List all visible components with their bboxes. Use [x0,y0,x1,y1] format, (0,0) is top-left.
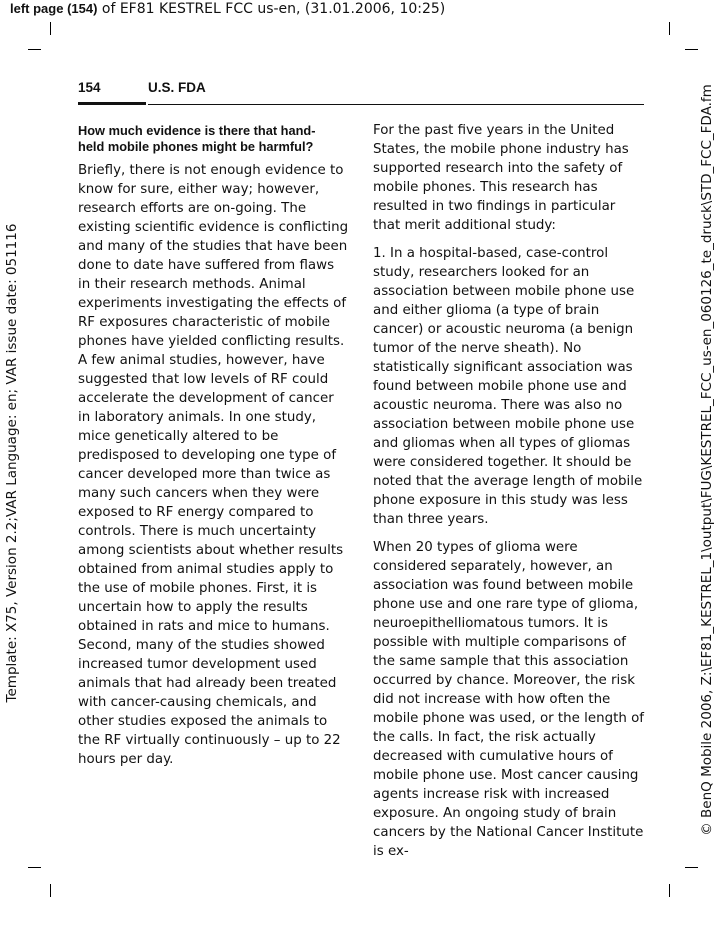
paragraph: Briefly, there is not enough evidence to know for sure, either way; however, research efforts are on-going. The existing scientific evidence is conflicting and many of the studies that have been done to date have suffered from flaws in their research methods. Animal experiments investigating the effects of RF exposures characteristic of mobile phones have yielded conflicting results. A few animal studies, however, have suggested that low levels of RF could accelerate the development of cancer in laboratory animals. In one study, mice genetically altered to be predisposed to developing one type of cancer developed more than twice as many such cancers when they were exposed to RF energy compared to controls. There is much uncertainty among scientists about whether results obtained from animal studies apply to the use of mobile phones. First, it is uncertain how to apply the results obtained in rats and mice to humans. Second, many of the studies showed increased tumor development used animals that had already been treated with cancer-causing chemicals, and other studies exposed the animals to the RF virtually continuously – up to 22 hours per day. [78,163,349,767]
crop-mark [50,22,51,35]
section-heading: How much evidence is there that hand-held mobile phones might be harmful? [78,123,316,154]
template-info-vertical: Template: X75, Version 2.2;VAR Language: en; VAR issue date: 051116 [4,223,20,703]
page-title: U.S. FDA [148,80,206,95]
crop-mark [685,49,698,50]
paragraph: When 20 types of glioma were considered separately, however, an association was found between mobile phone use and one rare type of glioma, neuroepithelliomatous tumors. It is possible with multiple comparisons of the same sample that this association occurred by chance. Moreover, the risk did not increase with how often the mobile phone was used, or the length of the calls. In fact, the risk actually decreased with cumulative hours of mobile phone use. Most cancer causing agents increase risk with increased exposure. An ongoing study of brain cancers by the National Cancer Institute is ex- [373,540,644,859]
header-rule-thick [78,102,146,105]
print-header-page-ref: left page (154) [10,1,98,16]
header-rule [148,104,644,105]
crop-mark [50,884,51,897]
page-number: 154 [78,80,101,95]
crop-mark [28,49,41,50]
crop-mark [669,884,670,897]
paragraph: 1. In a hospital-based, case-control study, researchers looked for an association between mobile phone use and either glioma (a type of brain cancer) or acoustic neuroma (a benign tumor of the nerve sheath). No statistically significant association was found between mobile phone use and acoustic neuroma. There was also no association between mobile phone use and gliomas when all types of gliomas were considered together. It should be noted that the average length of mobile phone exposure in this study was less than three years. [373,246,643,527]
print-header-file-info: of EF81 KESTREL FCC us-en, (31.01.2006, 10:25) [97,1,446,17]
paragraph: For the past five years in the United States, the mobile phone industry has supported research into the safety of mobile phones. This research has resulted in two findings in particular that merit additional study: [373,123,629,233]
crop-mark [685,867,698,868]
copyright-path-vertical: © BenQ Mobile 2006, Z:\EF81_KESTREL_1\output\FUG\KESTREL_FCC_us-en_060126_te_druck\STD_FCC_FDA.fm [699,84,715,836]
crop-mark [28,867,41,868]
right-column [373,121,645,870]
left-column [78,121,350,778]
print-header [10,0,445,18]
crop-mark [669,22,670,35]
